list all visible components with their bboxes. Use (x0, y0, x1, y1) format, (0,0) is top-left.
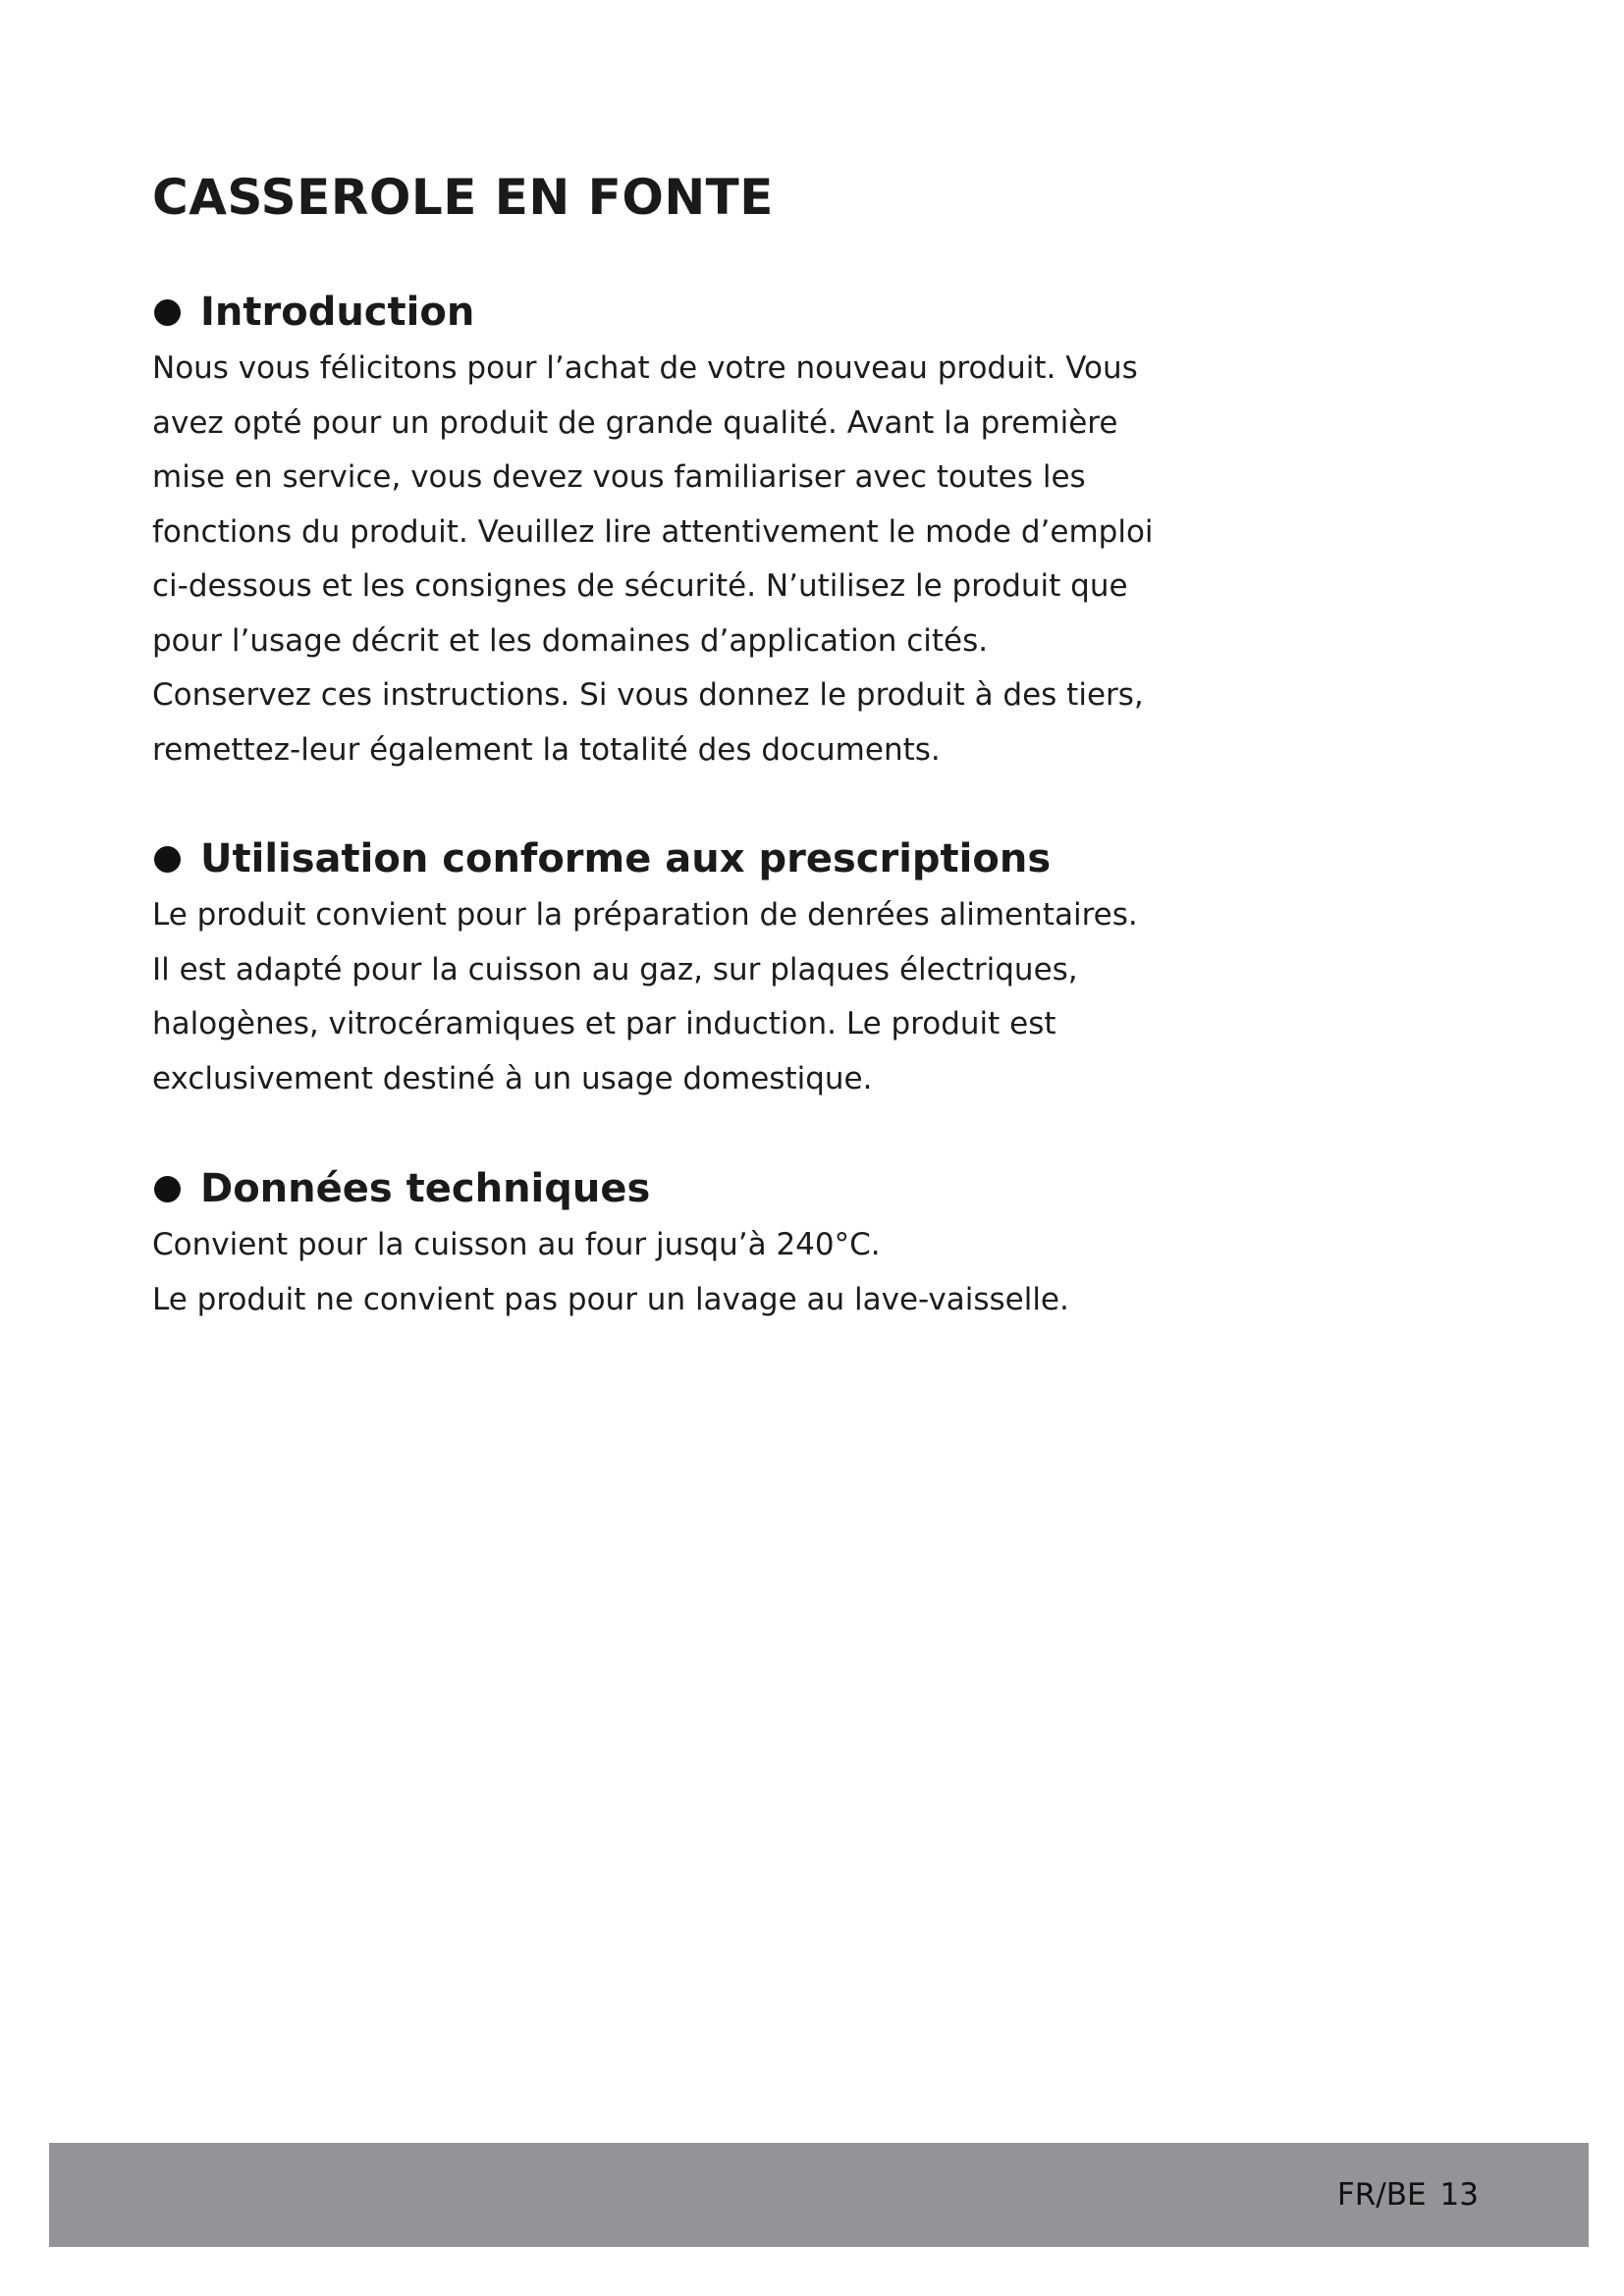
bullet-icon (154, 1176, 181, 1202)
section-heading-introduction (152, 283, 1154, 342)
section-body-introduction (152, 342, 1154, 777)
page-footer-label (1337, 2174, 1479, 2216)
section-body-technical-data (152, 1218, 1154, 1327)
paragraph: Le produit convient pour la préparation de denrées alimentaires. Il est adapté pour la cuisson au gaz, sur plaques électriques, halogènes, vitrocéramiques et par induction. Le produit est exclusivement destiné à un usage domestique. (152, 897, 1138, 1096)
section-technical-data (152, 1159, 1154, 1327)
language-code: FR/BE (1336, 2177, 1427, 2213)
section-heading-label: Utilisation conforme aux prescriptions (200, 836, 1052, 881)
bullet-icon (154, 846, 181, 873)
footer-bar (49, 2143, 1589, 2247)
section-usage (152, 829, 1154, 1106)
section-heading-label: Données techniques (200, 1166, 651, 1211)
page-number: 13 (1439, 2177, 1479, 2213)
text-line: Le produit ne convient pas pour un lavage au lave-vaisselle. (152, 1281, 1069, 1317)
section-heading-technical-data (152, 1159, 1154, 1218)
text-line: Convient pour la cuisson au four jusqu’à 240°C. (152, 1227, 881, 1262)
section-heading-label: Introduction (200, 290, 475, 335)
section-body-usage (152, 888, 1154, 1106)
page-title: CASSEROLE EN FONTE (152, 169, 774, 226)
section-introduction (152, 283, 1154, 777)
section-heading-usage (152, 829, 1154, 888)
paragraph: Nous vous félicitons pour l’achat de votre nouveau produit. Vous avez opté pour un produit de grande qualité. Avant la première mise en service, vous devez vous familiariser avec toutes les fonctions du produit. Veuillez lire attentivement le mode d’emploi ci-dessous et les consignes de sécurité. N’utilisez le produit que pour l’usage décrit et les domaines d’application cités. Conservez ces instructions. Si vous donnez le produit à des tiers, remettez-leur également la totalité des documents. (152, 350, 1154, 768)
bullet-icon (154, 299, 181, 326)
